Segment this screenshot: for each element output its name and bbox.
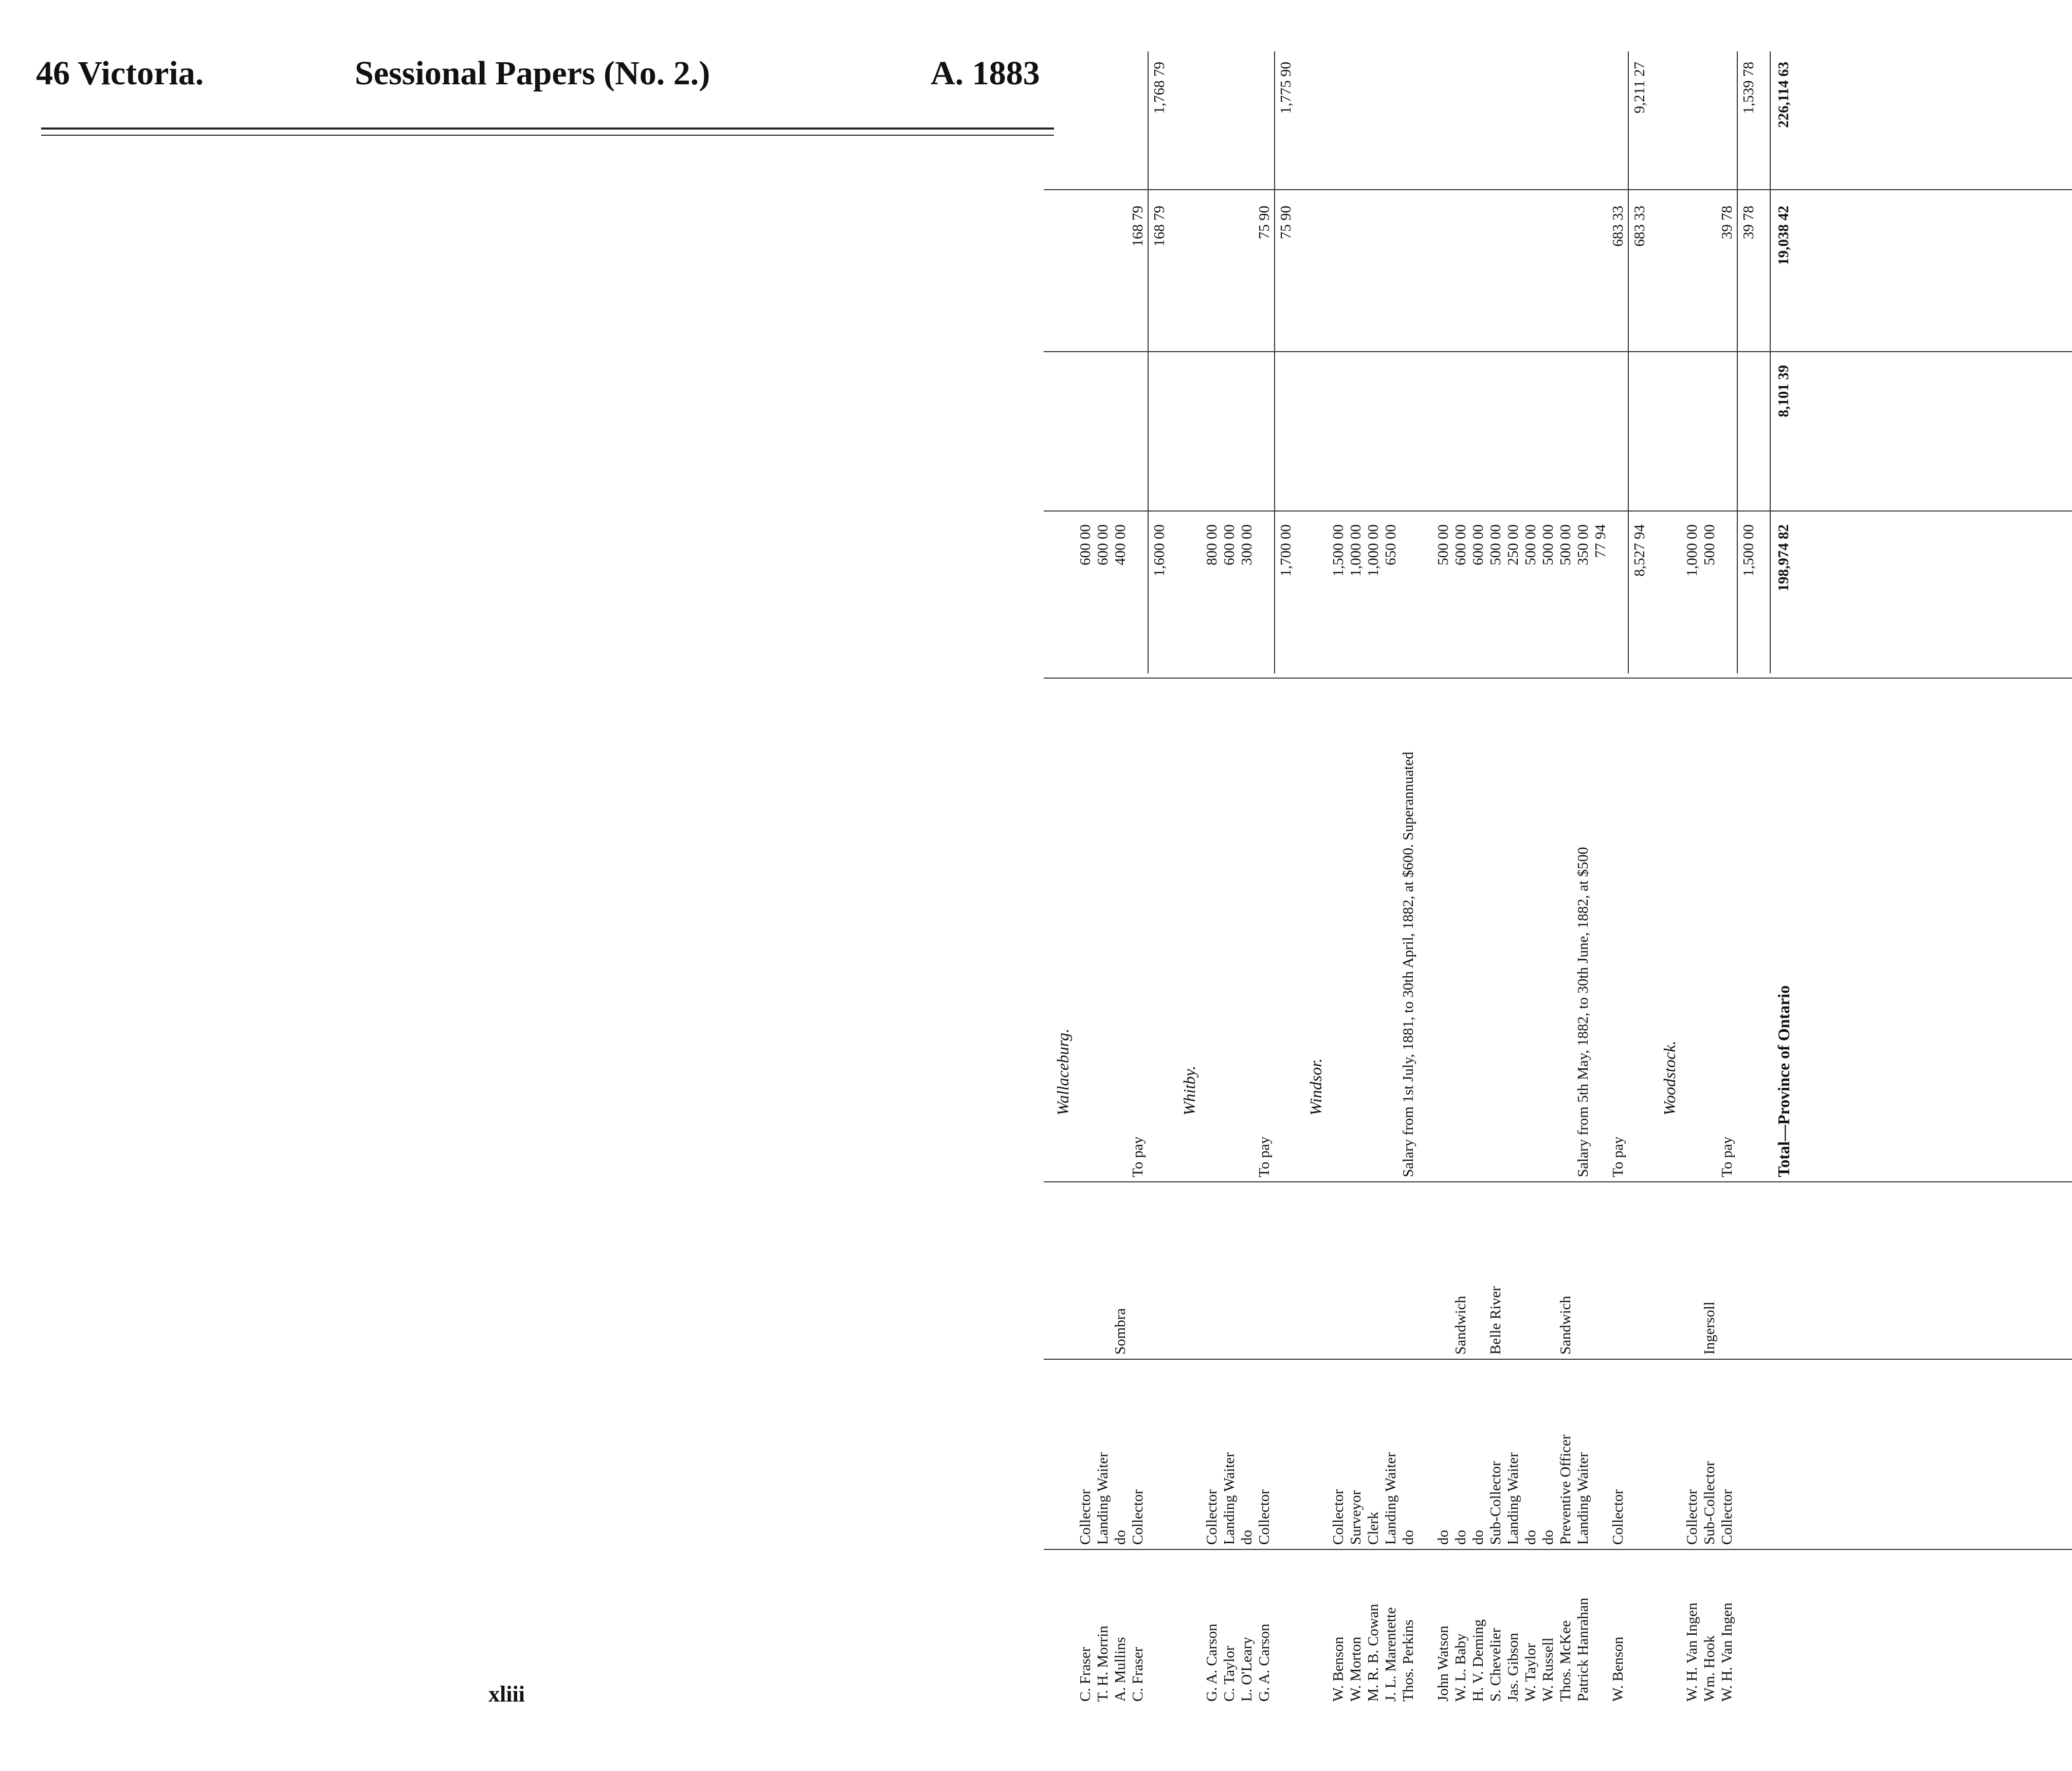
cell-remark: To pay (1610, 1136, 1626, 1177)
cell-name: Thos. McKee (1557, 1620, 1574, 1702)
cell-name: W. Benson (1610, 1636, 1626, 1702)
subtotal-row (1631, 46, 1648, 1707)
table-row (1399, 46, 1417, 1707)
cell-office: Sub-Collector (1701, 1461, 1718, 1545)
cell-office: Landing Waiter (1575, 1452, 1591, 1545)
total-c3: 19,038 42 (1775, 206, 1792, 265)
table-row (1221, 46, 1238, 1707)
table-row (1504, 46, 1522, 1707)
table-row (1574, 46, 1592, 1707)
cell-c1: 600 00 (1470, 524, 1486, 565)
cell-name: H. V. Deming (1470, 1619, 1486, 1702)
cell-c3: 168 79 (1130, 206, 1146, 247)
cell-office: Collector (1130, 1489, 1146, 1545)
cell-place: Sandwich (1452, 1295, 1469, 1355)
subtotal-c4: 1,775 90 (1278, 62, 1294, 114)
header-left: 46 Victoria. (36, 54, 204, 92)
table-row (1382, 46, 1399, 1707)
subtotal-row (1151, 46, 1168, 1707)
subtotal-rule (1274, 51, 1275, 673)
section-title: Woodstock. (1660, 1040, 1679, 1116)
cell-c1: 1,500 00 (1330, 524, 1347, 577)
cell-c1: 600 00 (1095, 524, 1111, 565)
subtotal-c1: 1,700 00 (1278, 524, 1294, 577)
cell-name: C. Fraser (1077, 1647, 1094, 1702)
cell-name: W. Russell (1540, 1637, 1556, 1702)
cell-c1: 500 00 (1701, 524, 1718, 565)
cell-remark: Salary from 5th May, 1882, to 30th June, 1882, at $500 (1575, 847, 1591, 1177)
cell-c1: 600 00 (1452, 524, 1469, 565)
cell-office: Clerk (1365, 1511, 1382, 1545)
cell-office: Collector (1684, 1489, 1700, 1545)
table-row (1592, 46, 1609, 1707)
cell-name: W. Taylor (1522, 1643, 1539, 1702)
table-row (1609, 46, 1627, 1707)
cell-name: W. L. Baby (1452, 1633, 1469, 1702)
cell-c1: 400 00 (1112, 524, 1129, 565)
subtotal-c3: 39 78 (1740, 206, 1757, 240)
subtotal-c4: 1,768 79 (1151, 62, 1168, 114)
section-title: Windsor. (1306, 1058, 1325, 1116)
cell-c1: 500 00 (1557, 524, 1574, 565)
cell-office: do (1435, 1530, 1451, 1545)
subtotal-c1: 1,500 00 (1740, 524, 1757, 577)
cell-c3: 39 78 (1719, 206, 1735, 240)
table-row (1522, 46, 1539, 1707)
cell-remark: Salary from 1st July, 1881, to 30th April, 1882, at $600. Superannuated (1400, 752, 1416, 1177)
total-c1: 198,974 82 (1775, 524, 1792, 592)
table-row (1203, 46, 1221, 1707)
header-rule (41, 127, 1054, 130)
cell-c1: 600 00 (1221, 524, 1238, 565)
cell-name: Jas. Gibson (1505, 1633, 1521, 1702)
subtotal-rule (1628, 51, 1629, 673)
cell-name: Patrick Hanrahan (1575, 1597, 1591, 1702)
subtotal-c4: 9,211 27 (1631, 62, 1648, 114)
cell-c1: 500 00 (1522, 524, 1539, 565)
table-row (1256, 46, 1273, 1707)
subtotal-c1: 8,527 94 (1631, 524, 1648, 577)
cell-name: C. Taylor (1221, 1646, 1238, 1702)
table-row (1330, 46, 1347, 1707)
cell-name: M. R. B. Cowan (1365, 1603, 1382, 1702)
table-row (1557, 46, 1574, 1707)
table-row (1539, 46, 1557, 1707)
cell-office: do (1112, 1530, 1129, 1545)
table-row (1683, 46, 1701, 1707)
total-rule (1770, 51, 1771, 673)
cell-office: Collector (1610, 1489, 1626, 1545)
cell-name: John Watson (1435, 1626, 1451, 1702)
subtotal-rule (1737, 51, 1738, 673)
subtotal-c3: 683 33 (1631, 206, 1648, 247)
cell-remark: To pay (1130, 1136, 1146, 1177)
subtotal-row (1740, 46, 1757, 1707)
cell-office: do (1239, 1530, 1255, 1545)
cell-place: Sombra (1112, 1308, 1129, 1355)
cell-office: Landing Waiter (1221, 1452, 1238, 1545)
cell-c1: 1,000 00 (1365, 524, 1382, 577)
subtotal-row (1277, 46, 1295, 1707)
cell-office: Landing Waiter (1505, 1452, 1521, 1545)
cell-name: S. Chevelier (1487, 1628, 1504, 1702)
cell-c1: 350 00 (1575, 524, 1591, 565)
total-c4: 226,114 63 (1775, 62, 1792, 128)
cell-remark: To pay (1256, 1136, 1273, 1177)
cell-office: Collector (1719, 1489, 1735, 1545)
cell-c3: 75 90 (1256, 206, 1273, 240)
cell-name: W. H. Van Ingen (1719, 1602, 1735, 1702)
table-row (1487, 46, 1504, 1707)
cell-c1: 1,000 00 (1348, 524, 1364, 577)
header-right: A. 1883 (931, 54, 1040, 92)
subtotal-c1: 1,600 00 (1151, 524, 1168, 577)
cell-name: T. H. Morrin (1095, 1626, 1111, 1702)
cell-office: Preventive Officer (1557, 1434, 1574, 1545)
table-row (1434, 46, 1452, 1707)
cell-name: W. H. Van Ingen (1684, 1602, 1700, 1702)
cell-c1: 500 00 (1540, 524, 1556, 565)
table-row (1701, 46, 1718, 1707)
salary-table (1044, 46, 2072, 1707)
cell-office: Landing Waiter (1095, 1452, 1111, 1545)
cell-name: Wm. Hook (1701, 1635, 1718, 1702)
cell-name: Thos. Perkins (1400, 1619, 1416, 1702)
cell-c1: 500 00 (1435, 524, 1451, 565)
section-title: Wallaceburg. (1053, 1028, 1072, 1116)
cell-office: Landing Waiter (1383, 1452, 1399, 1545)
cell-remark: To pay (1719, 1136, 1735, 1177)
table-row (1469, 46, 1487, 1707)
cell-c1: 500 00 (1487, 524, 1504, 565)
table-row (1129, 46, 1147, 1707)
cell-office: Sub-Collector (1487, 1461, 1504, 1545)
cell-office: do (1470, 1530, 1486, 1545)
cell-name: C. Fraser (1130, 1647, 1146, 1702)
section-title: Whitby. (1180, 1066, 1198, 1116)
total-c2: 8,101 39 (1775, 365, 1792, 417)
cell-name: L. O'Leary (1239, 1637, 1255, 1702)
cell-c1: 77 94 (1592, 524, 1609, 558)
cell-c3: 683 33 (1610, 206, 1626, 247)
cell-c1: 300 00 (1239, 524, 1255, 565)
cell-c1: 600 00 (1077, 524, 1094, 565)
cell-c1: 250 00 (1505, 524, 1521, 565)
table-row (1077, 46, 1094, 1707)
cell-office: do (1522, 1530, 1539, 1545)
cell-name: W. Benson (1330, 1636, 1347, 1702)
cell-name: G. A. Carson (1256, 1623, 1273, 1702)
cell-office: do (1400, 1530, 1416, 1545)
cell-c1: 650 00 (1383, 524, 1399, 565)
total-row (1775, 46, 1792, 1707)
subtotal-c3: 168 79 (1151, 206, 1168, 247)
table-row (1094, 46, 1112, 1707)
cell-office: do (1452, 1530, 1469, 1545)
table-row (1718, 46, 1736, 1707)
cell-c1: 800 00 (1204, 524, 1220, 565)
cell-place: Sandwich (1557, 1295, 1574, 1355)
table-row (1112, 46, 1129, 1707)
cell-office: do (1540, 1530, 1556, 1545)
table-row (1347, 46, 1365, 1707)
subtotal-rule (1148, 51, 1149, 673)
cell-c1: 1,000 00 (1684, 524, 1700, 577)
table-row (1238, 46, 1256, 1707)
header-center: Sessional Papers (No. 2.) (355, 54, 711, 92)
subtotal-c4: 1,539 78 (1740, 62, 1757, 114)
page-number: xliii (488, 1682, 525, 1707)
cell-name: A. Mullins (1112, 1637, 1129, 1702)
cell-place: Belle River (1487, 1286, 1504, 1355)
cell-name: W. Morton (1348, 1636, 1364, 1702)
cell-office: Collector (1256, 1489, 1273, 1545)
cell-name: J. L. Marentette (1383, 1607, 1399, 1702)
cell-office: Collector (1330, 1489, 1347, 1545)
cell-name: G. A. Carson (1204, 1623, 1220, 1702)
cell-office: Collector (1077, 1489, 1094, 1545)
cell-office: Collector (1204, 1489, 1220, 1545)
subtotal-c3: 75 90 (1278, 206, 1294, 240)
header-rule-secondary (41, 135, 1054, 136)
table-row (1452, 46, 1469, 1707)
cell-place: Ingersoll (1701, 1301, 1718, 1355)
table-row (1365, 46, 1382, 1707)
total-label: Total—Province of Ontario (1774, 985, 1793, 1177)
cell-office: Surveyor (1348, 1490, 1364, 1545)
